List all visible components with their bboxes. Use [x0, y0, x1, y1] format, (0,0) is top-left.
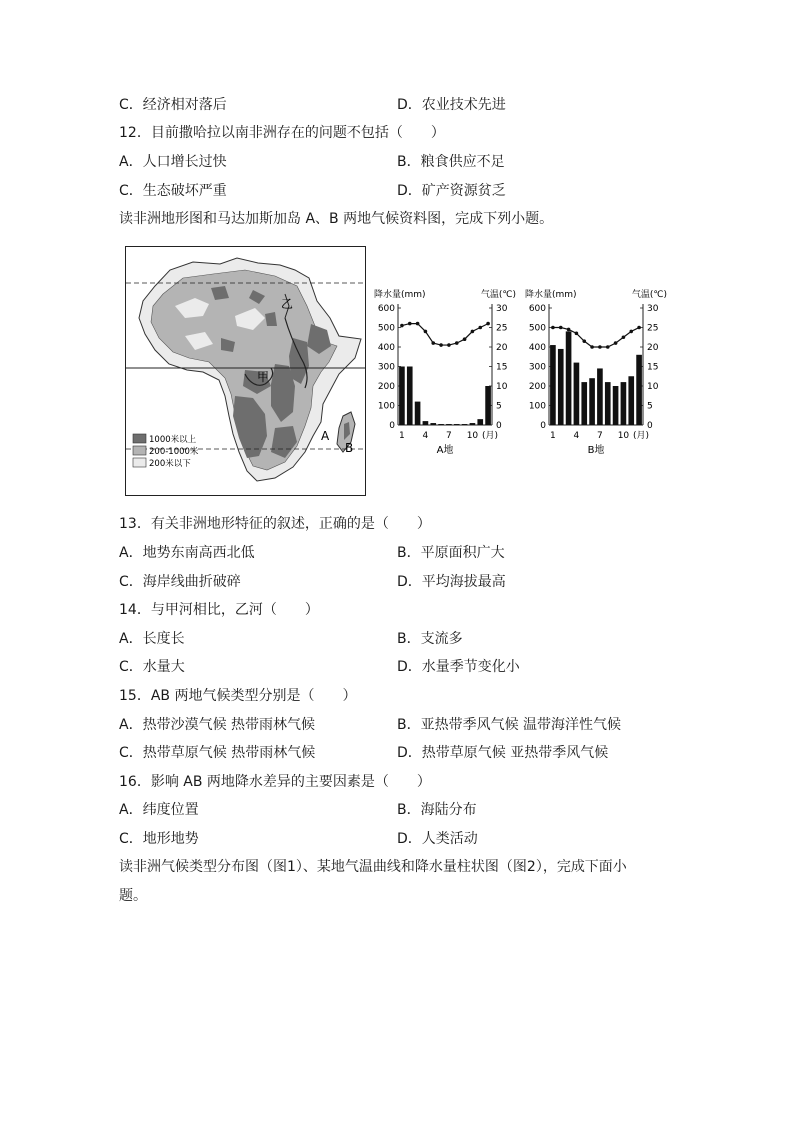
climate-chart-a — [370, 284, 518, 466]
q14-option-b: B．支流多 — [397, 631, 463, 647]
chart-b-temp-point — [575, 332, 579, 336]
chart-b-y2label: 气温(℃) — [631, 290, 667, 300]
q13-option-d: D．平均海拔最高 — [397, 574, 506, 590]
chart-a-bar — [485, 386, 491, 425]
chart-a-temp-point — [447, 343, 451, 347]
chart-a-y2label: 气温(℃) — [480, 290, 516, 300]
chart-a-temp-point — [431, 341, 435, 345]
chart-a-temp-point — [486, 322, 490, 326]
chart-a-bar — [399, 367, 405, 426]
chart-a-bar — [446, 424, 452, 425]
chart-a-ytick-label: 400 — [377, 343, 395, 353]
chart-a-ytick-label: 600 — [377, 304, 395, 314]
q15-option-c: C．热带草原气候 热带雨林气候 — [119, 745, 316, 761]
legend-low: 200米以下 — [149, 459, 191, 469]
chart-a-bar — [438, 424, 444, 425]
chart-b-temp-point — [567, 328, 571, 332]
q12-option-c: C．生态破坏严重 — [119, 183, 227, 199]
q14-option-a: A．长度长 — [119, 631, 185, 647]
chart-b-y2tick-label: 5 — [647, 401, 653, 412]
chart-b-bar — [581, 382, 587, 425]
chart-a-temp-point — [408, 322, 412, 326]
chart-b-ytick-label: 400 — [528, 343, 546, 353]
q16-option-d: D．人类活动 — [397, 831, 478, 847]
chart-a-temp-point — [424, 330, 428, 334]
chart-a-ytick-label: 500 — [377, 323, 395, 334]
chart-b-y2tick-label: 10 — [647, 382, 659, 392]
chart-b-y2tick-label: 25 — [647, 323, 659, 334]
q14-option-c: C．水量大 — [119, 659, 185, 675]
q13-stem: 13．有关非洲地形特征的叙述，正确的是（ ） — [119, 516, 431, 532]
chart-b-bar — [566, 331, 572, 425]
chart-a-title: A地 — [436, 445, 454, 456]
chart-a-y2tick-label: 15 — [496, 362, 508, 373]
chart-a-y2tick-label: 25 — [496, 323, 508, 334]
chart-b-bar — [550, 345, 556, 425]
chart-a-temp-point — [416, 322, 420, 326]
chart-b-y2tick-label: 20 — [647, 343, 659, 353]
chart-a-y2tick-label: 10 — [496, 382, 508, 392]
chart-a-bar — [423, 421, 429, 425]
map-legend — [133, 434, 199, 469]
chart-b-temp-point — [551, 326, 555, 330]
q16-stem: 16．影响 AB 两地降水差异的主要因素是（ ） — [119, 774, 431, 790]
chart-a-ytick-label: 300 — [377, 362, 395, 373]
q11-option-d: D．农业技术先进 — [397, 97, 506, 113]
intro-text-2-line1: 读非洲气候类型分布图（图1）、某地气温曲线和降水量柱状图（图2），完成下面小 — [119, 859, 627, 875]
chart-a-temp-point — [463, 337, 467, 341]
chart-a-temp-line — [402, 324, 488, 345]
chart-b-temp-point — [637, 326, 641, 330]
label-b: B — [345, 441, 354, 455]
chart-b-temp-point — [590, 345, 594, 349]
label-a: A — [321, 429, 330, 443]
chart-b-bar — [613, 386, 619, 425]
chart-b-bar — [621, 382, 627, 425]
chart-a-bar — [470, 423, 476, 425]
africa-terrain-map — [125, 246, 366, 500]
chart-b-bar — [636, 355, 642, 425]
q15-option-b: B．亚热带季风气候 温带海洋性气候 — [397, 717, 622, 733]
chart-b-temp-point — [614, 341, 618, 345]
legend-high: 1000米以上 — [149, 435, 197, 445]
chart-a-xtick-label: 4 — [422, 431, 429, 441]
chart-a-ytick-label: 0 — [389, 421, 395, 431]
chart-a-temp-point — [471, 330, 475, 334]
q16-option-b: B．海陆分布 — [397, 802, 477, 818]
q12-stem: 12．目前撒哈拉以南非洲存在的问题不包括（ ） — [119, 125, 445, 141]
chart-b-xtick-label: 10 — [617, 431, 630, 441]
chart-b-temp-point — [598, 345, 602, 349]
chart-b-ytick-label: 600 — [528, 304, 546, 314]
chart-b-temp-point — [559, 326, 563, 330]
chart-a-xtick-label: 1 — [399, 431, 405, 441]
legend-mid: 200-1000米 — [149, 447, 199, 457]
chart-a-xlabel: (月) — [481, 431, 499, 441]
chart-a-y2tick-label: 5 — [496, 401, 502, 412]
q12-option-b: B．粮食供应不足 — [397, 154, 505, 170]
chart-b-ytick-label: 500 — [528, 323, 546, 334]
q12-option-a: A．人口增长过快 — [119, 154, 227, 170]
chart-a-bar — [415, 402, 421, 425]
q14-stem: 14．与甲河相比，乙河（ ） — [119, 602, 319, 618]
chart-a-ytick-label: 100 — [377, 401, 395, 412]
chart-b-temp-point — [582, 339, 586, 343]
q15-option-d: D．热带草原气候 亚热带季风气候 — [397, 745, 609, 761]
q13-option-a: A．地势东南高西北低 — [119, 545, 255, 561]
q13-option-c: C．海岸线曲折破碎 — [119, 574, 241, 590]
chart-b-bar — [597, 368, 603, 425]
chart-b-ylabel: 降水量(mm) — [525, 290, 577, 300]
chart-a-xtick-label: 7 — [446, 431, 452, 441]
chart-a-ylabel: 降水量(mm) — [374, 290, 426, 300]
chart-a-xtick-label: 10 — [466, 431, 479, 441]
chart-a-bar — [477, 419, 483, 425]
chart-b-bar — [558, 349, 564, 425]
chart-b-xlabel: (月) — [632, 431, 650, 441]
q13-option-b: B．平原面积广大 — [397, 545, 505, 561]
chart-b-title: B地 — [587, 445, 605, 456]
intro-text-2-line2: 题。 — [119, 888, 147, 904]
chart-b-ytick-label: 300 — [528, 362, 546, 373]
q15-stem: 15．AB 两地气候类型分别是（ ） — [119, 688, 357, 704]
chart-b-temp-point — [629, 330, 633, 334]
chart-b-ytick-label: 100 — [528, 401, 546, 412]
chart-b-y2tick-label: 30 — [647, 304, 659, 314]
chart-b-y2tick-label: 0 — [647, 421, 653, 431]
chart-a-temp-point — [439, 343, 443, 347]
q16-option-a: A．纬度位置 — [119, 802, 199, 818]
chart-a-temp-point — [400, 324, 404, 328]
label-yi: 乙 — [281, 297, 294, 311]
chart-b-xtick-label: 1 — [550, 431, 556, 441]
chart-a-ytick-label: 200 — [377, 382, 395, 392]
chart-a-temp-point — [455, 341, 459, 345]
q15-option-a: A．热带沙漠气候 热带雨林气候 — [119, 717, 316, 733]
climate-chart-b — [521, 284, 669, 466]
chart-a-bar — [407, 367, 413, 426]
chart-b-y2tick-label: 15 — [647, 362, 659, 373]
chart-a-y2tick-label: 30 — [496, 304, 508, 314]
chart-a-temp-point — [478, 326, 482, 330]
q12-option-d: D．矿产资源贫乏 — [397, 183, 506, 199]
chart-b-bar — [605, 382, 611, 425]
chart-b-xtick-label: 7 — [597, 431, 603, 441]
q16-option-c: C．地形地势 — [119, 831, 199, 847]
chart-b-bar — [574, 363, 580, 425]
chart-b-temp-point — [622, 335, 626, 339]
chart-a-y2tick-label: 20 — [496, 343, 508, 353]
q14-option-d: D．水量季节变化小 — [397, 659, 520, 675]
q11-option-c: C．经济相对落后 — [119, 97, 227, 113]
chart-b-ytick-label: 0 — [540, 421, 546, 431]
chart-a-y2tick-label: 0 — [496, 421, 502, 431]
chart-b-ytick-label: 200 — [528, 382, 546, 392]
chart-a-bar — [430, 423, 436, 425]
chart-a-bar — [462, 424, 468, 425]
chart-b-bar — [628, 376, 634, 425]
chart-a-bar — [454, 424, 460, 425]
label-jia: 甲 — [257, 370, 270, 384]
chart-b-bar — [589, 378, 595, 425]
chart-b-temp-point — [606, 345, 610, 349]
intro-text-1: 读非洲地形图和马达加斯加岛 A、B 两地气候资料图，完成下列小题。 — [119, 211, 554, 227]
chart-b-xtick-label: 4 — [573, 431, 580, 441]
